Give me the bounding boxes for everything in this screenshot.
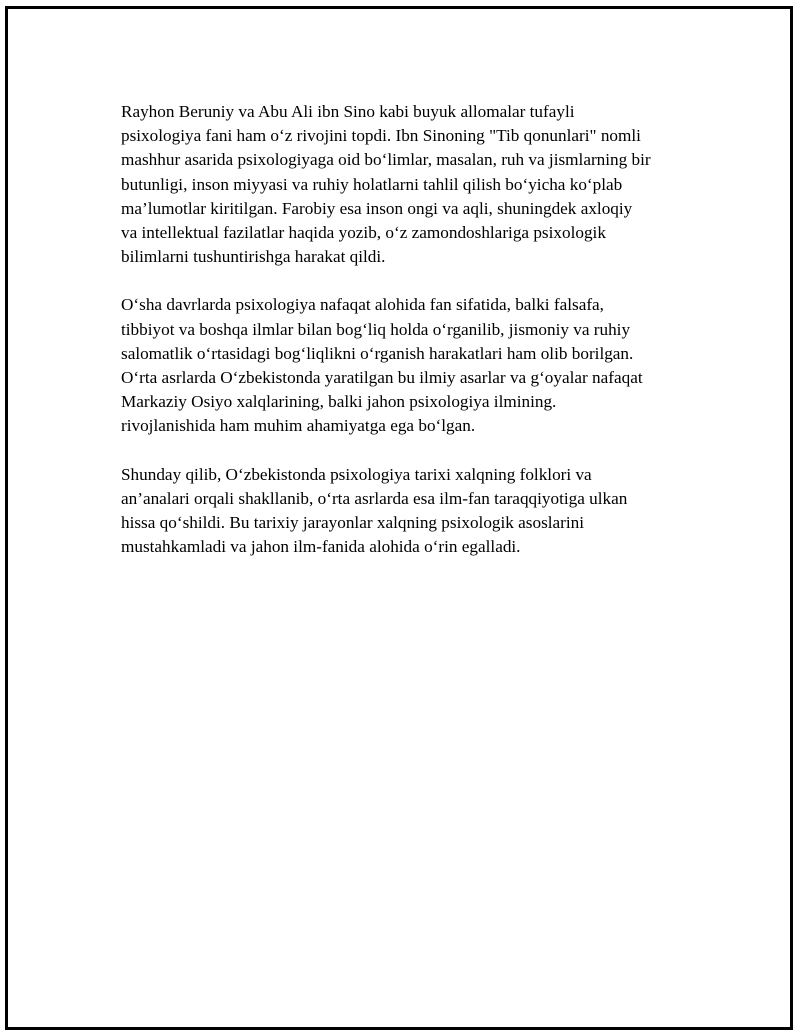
- text-line: O‘rta asrlarda O‘zbekistonda yaratilgan bu ilmiy asarlar va g‘oyalar nafaqat: [121, 368, 643, 388]
- text-line: Shunday qilib, O‘zbekistonda psixologiya tarixi xalqning folklori va: [121, 464, 592, 484]
- page-frame: [5, 6, 793, 1030]
- text-line: Markaziy Osiyo xalqlarining, balki jahon psixologiya ilmining.: [121, 392, 557, 412]
- text-line: O‘sha davrlarda psixologiya nafaqat alohida fan sifatida, balki falsafa,: [121, 295, 604, 315]
- text-line: an’analari orqali shakllanib, o‘rta asrlarda esa ilm-fan taraqqiyotiga ulkan: [121, 488, 628, 508]
- text-line: va intellektual fazilatlar haqida yozib, o‘z zamondoshlariga psixologik: [121, 223, 606, 243]
- paragraph-1: [121, 100, 696, 269]
- text-line: salomatlik o‘rtasidagi bog‘liqlikni o‘rganish harakatlari ham olib borilgan.: [121, 343, 634, 363]
- document-body: [121, 100, 696, 583]
- text-line: mashhur asarida psixologiyaga oid bo‘limlar, masalan, ruh va jismlarning bir: [121, 150, 651, 170]
- text-line: tibbiyot va boshqa ilmlar bilan bog‘liq holda o‘rganilib, jismoniy va ruhiy: [121, 319, 631, 339]
- text-line: hissa qo‘shildi. Bu tarixiy jarayonlar xalqning psixologik asoslarini: [121, 513, 585, 533]
- text-line: psixologiya fani ham o‘z rivojini topdi. Ibn Sinoning "Tib qonunlari" nomli: [121, 126, 641, 146]
- text-line: mustahkamladi va jahon ilm-fanida alohida o‘rin egalladi.: [121, 537, 521, 557]
- paragraph-2: [121, 293, 696, 438]
- text-line: bilimlarni tushuntirishga harakat qildi.: [121, 247, 386, 267]
- text-line: rivojlanishida ham muhim ahamiyatga ega bo‘lgan.: [121, 416, 476, 436]
- text-line: Rayhon Beruniy va Abu Ali ibn Sino kabi buyuk allomalar tufayli: [121, 102, 575, 121]
- paragraph-3: [121, 463, 696, 560]
- text-line: butunligi, inson miyyasi va ruhiy holatlarni tahlil qilish bo‘yicha ko‘plab: [121, 174, 623, 194]
- text-line: ma’lumotlar kiritilgan. Farobiy esa inson ongi va aqli, shuningdek axloqiy: [121, 198, 633, 218]
